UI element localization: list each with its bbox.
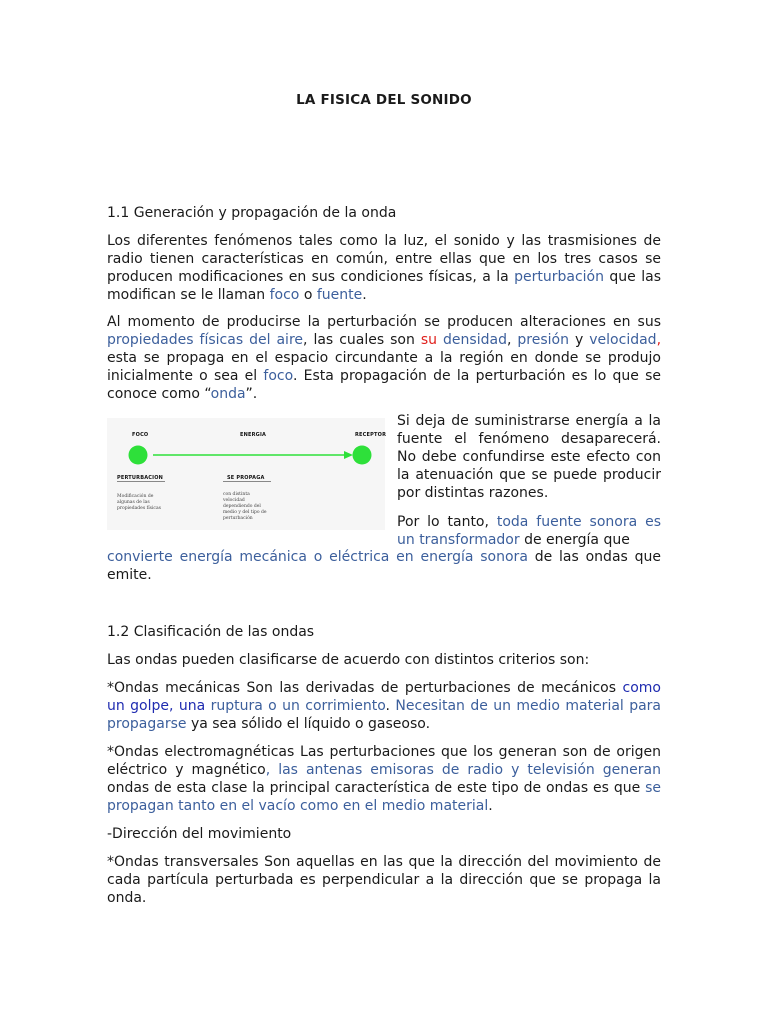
text-run: ”. <box>245 386 258 402</box>
term-presion: presión <box>517 332 569 348</box>
text-run: *Ondas mecánicas Son las derivadas de perturbaciones de mecánicos <box>107 680 623 696</box>
propagation-diagram <box>107 418 385 530</box>
diagram-label-foco: FOCO <box>132 432 149 438</box>
term-fuente: fuente <box>316 287 363 303</box>
text-run: . <box>488 798 493 814</box>
paragraph-transformador-start <box>397 513 661 549</box>
paragraph-ondas-electromagneticas <box>107 743 661 815</box>
text-run: de energía que <box>519 532 630 548</box>
text-run: , las cuales son <box>303 332 421 348</box>
text-run: que las modifican se le llaman <box>107 269 661 303</box>
term-vacio: se propagan tanto en el vacío como en el medio material <box>107 780 661 814</box>
term-propiedades: propiedades físicas del aire <box>107 332 304 348</box>
text-run: ondas de esta clase la principal característica de este tipo de ondas es que <box>107 780 646 796</box>
paragraph-direccion: -Dirección del movimiento <box>107 826 292 842</box>
term-onda: onda <box>210 386 246 402</box>
paragraph-fenomenos <box>107 232 661 304</box>
comma-red: , <box>656 332 662 348</box>
term-perturbacion: perturbación <box>514 269 604 285</box>
receptor-node <box>353 446 372 465</box>
paragraph-transformador-end <box>107 548 661 584</box>
section-heading-clasificacion: 1.2 Clasificación de las ondas <box>107 624 315 640</box>
text-run: de las ondas que emite. <box>107 549 662 583</box>
text-run: esta se propaga en el espacio circundante a la región en donde se produjo inicialmente o sea el <box>107 350 661 384</box>
diagram-label-receptor: RECEPTOR <box>355 432 387 438</box>
paragraph-energia: Si deja de suministrarse energía a la fuente el fenómeno desaparecerá. No debe confundirse este efecto con la atenuación que se puede producir por distintas razones. <box>397 413 661 501</box>
term-su: su <box>420 332 438 348</box>
text-run: , <box>506 332 518 348</box>
term-foco-2: foco <box>263 368 293 384</box>
paragraph-criterios: Las ondas pueden clasificarse de acuerdo con distintos criterios son: <box>107 652 590 668</box>
text-run: o <box>299 287 317 303</box>
text-run: . Esta propagación de la perturbación es lo que se conoce como “ <box>107 368 662 402</box>
document-title: LA FISICA DEL SONIDO <box>296 92 472 108</box>
term-densidad: densidad <box>443 332 507 348</box>
paragraph-ondas-mecanicas <box>107 679 661 733</box>
text-run: ya sea sólido el líquido o gaseoso. <box>186 716 431 732</box>
term-foco: foco <box>269 287 300 303</box>
section-heading-generacion: 1.1 Generación y propagación de la onda <box>107 205 397 221</box>
text-run: . <box>362 287 367 303</box>
paragraph-ondas-transversales: *Ondas transversales Son aquellas en las que la dirección del movimiento de cada partícula perturbada es perpendicular a la dirección que se propaga la onda. <box>107 854 661 906</box>
text-run: Por lo tanto, <box>397 514 497 530</box>
term-transformador: toda fuente sonora es un transformador <box>397 514 661 548</box>
text-run: . <box>385 698 396 714</box>
diagram-label-se-propaga: SE PROPAGA <box>227 475 265 481</box>
text-run: *Ondas electromagnéticas Las perturbaciones que los generan son de origen eléctrico y magnético <box>107 744 661 778</box>
term-golpe: como un golpe, una <box>107 680 661 714</box>
foco-node <box>129 446 148 465</box>
energy-arrow-head <box>344 451 353 459</box>
text-run: y <box>569 332 590 348</box>
paragraph-perturbacion <box>107 313 661 403</box>
term-antenas: , las antenas emisoras de radio y televisión generan <box>265 762 661 778</box>
diagram-note-left: Modificación de algunas de las propiedades físicas <box>117 494 161 511</box>
text-run: Al momento de producirse la perturbación se producen alteraciones en sus <box>107 314 661 330</box>
diagram-note-right: con distinta velocidad dependiendo del medio y del tipo de perturbación <box>223 492 267 521</box>
diagram-label-energia: ENERGIA <box>240 432 267 438</box>
term-velocidad: velocidad <box>589 332 657 348</box>
diagram-rule-left <box>117 481 165 482</box>
term-convierte-energia: convierte energía mecánica o eléctrica en energía sonora <box>107 549 528 565</box>
term-ruptura: ruptura o un corrimiento <box>205 698 386 714</box>
diagram-label-perturbacion: PERTURBACION <box>117 475 164 481</box>
text-run: Los diferentes fenómenos tales como la luz, el sonido y las trasmisiones de radio tienen características en común, entre ellas que en los tres casos se producen modificaciones en sus condiciones físicas, a la <box>107 233 661 285</box>
diagram-rule-right <box>223 481 271 482</box>
term-medio-material: Necesitan de un medio material para propagarse <box>107 698 661 732</box>
